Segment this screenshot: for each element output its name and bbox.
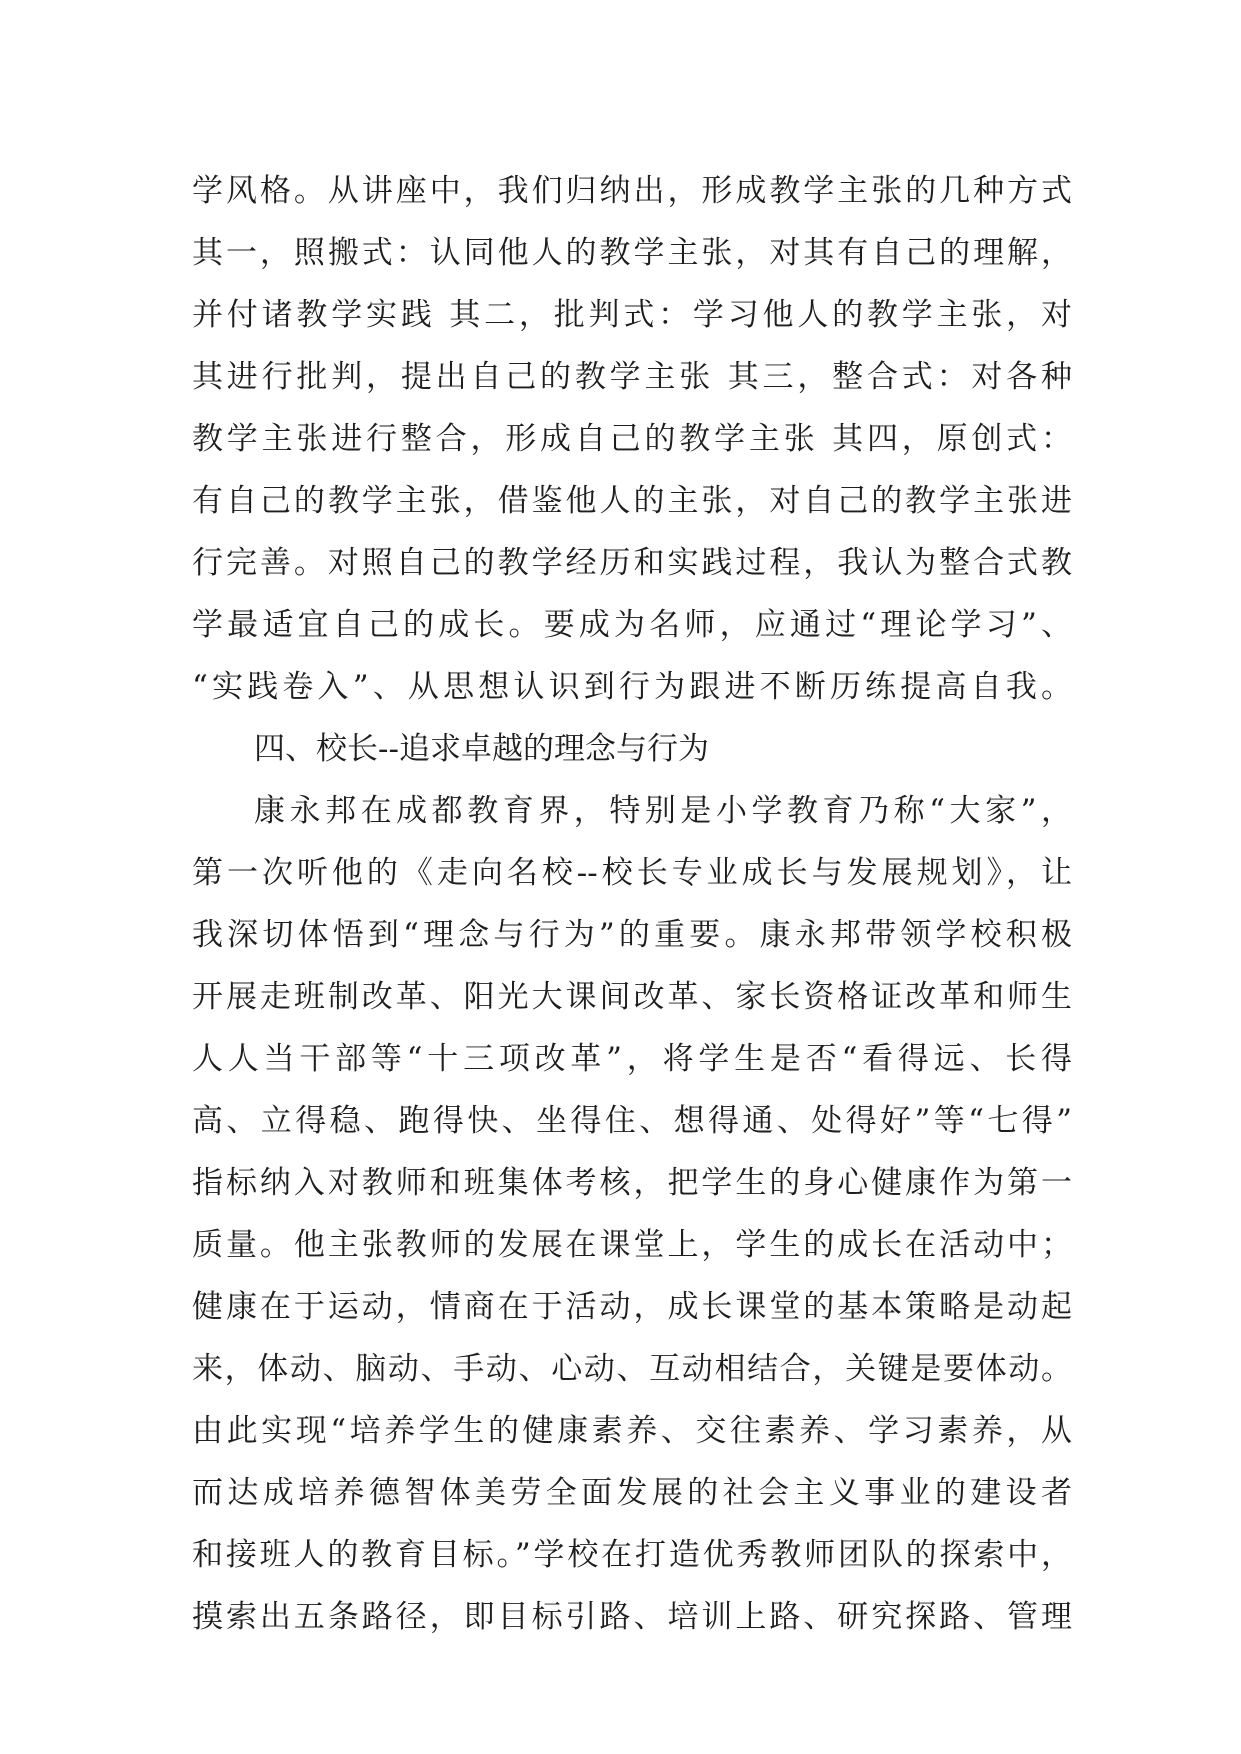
text-line-12: 第一次听他的《走向名校--校长专业成长与发展规划》，让 xyxy=(192,855,1072,891)
text-line-6: 有自己的教学主张，借鉴他人的主张，对自己的教学主张进 xyxy=(192,483,1072,519)
text-line-9: “实践卷入”、从思想认识到行为跟进不断历练提高自我。 xyxy=(192,669,1072,705)
document-body xyxy=(192,160,1072,1648)
text-line-23: 和接班人的教育目标。”学校在打造优秀教师团队的探索中， xyxy=(192,1537,1072,1573)
text-line-1: 学风格。从讲座中，我们归纳出，形成教学主张的几种方式 xyxy=(192,173,1072,209)
text-line-14: 开展走班制改革、阳光大课间改革、家长资格证改革和师生 xyxy=(192,979,1072,1015)
text-line-11: 康永邦在成都教育界，特别是小学教育乃称“大家”， xyxy=(254,793,1072,829)
text-line-24: 摸索出五条路径，即目标引路、培训上路、研究探路、管理 xyxy=(192,1599,1072,1635)
text-line-16: 高、立得稳、跑得快、坐得住、想得通、处得好”等“七得” xyxy=(192,1103,1072,1139)
text-line-7: 行完善。对照自己的教学经历和实践过程，我认为整合式教 xyxy=(192,545,1072,581)
text-line-8: 学最适宜自己的成长。要成为名师，应通过“理论学习”、 xyxy=(192,607,1072,643)
text-line-22: 而达成培养德智体美劳全面发展的社会主义事业的建设者 xyxy=(192,1475,1072,1511)
text-line-21: 由此实现“培养学生的健康素养、交往素养、学习素养，从 xyxy=(192,1413,1072,1449)
text-line-18: 质量。他主张教师的发展在课堂上，学生的成长在活动中； xyxy=(192,1227,1072,1263)
text-line-4: 其进行批判，提出自己的教学主张 其三，整合式：对各种 xyxy=(192,359,1072,395)
text-line-20: 来，体动、脑动、手动、心动、互动相结合，关键是要体动。 xyxy=(192,1351,1072,1387)
text-line-5: 教学主张进行整合，形成自己的教学主张 其四，原创式： xyxy=(192,421,1072,457)
text-line-2: 其一，照搬式：认同他人的教学主张，对其有自己的理解， xyxy=(192,235,1072,271)
text-line-15: 人人当干部等“十三项改革”，将学生是否“看得远、长得 xyxy=(192,1041,1072,1077)
section-heading: 四、校长--追求卓越的理念与行为 xyxy=(254,731,709,767)
text-line-13: 我深切体悟到“理念与行为”的重要。康永邦带领学校积极 xyxy=(192,917,1072,953)
text-line-19: 健康在于运动，情商在于活动，成长课堂的基本策略是动起 xyxy=(192,1289,1072,1325)
text-line-17: 指标纳入对教师和班集体考核，把学生的身心健康作为第一 xyxy=(192,1165,1072,1201)
text-line-3: 并付诸教学实践 其二，批判式：学习他人的教学主张，对 xyxy=(192,297,1072,333)
